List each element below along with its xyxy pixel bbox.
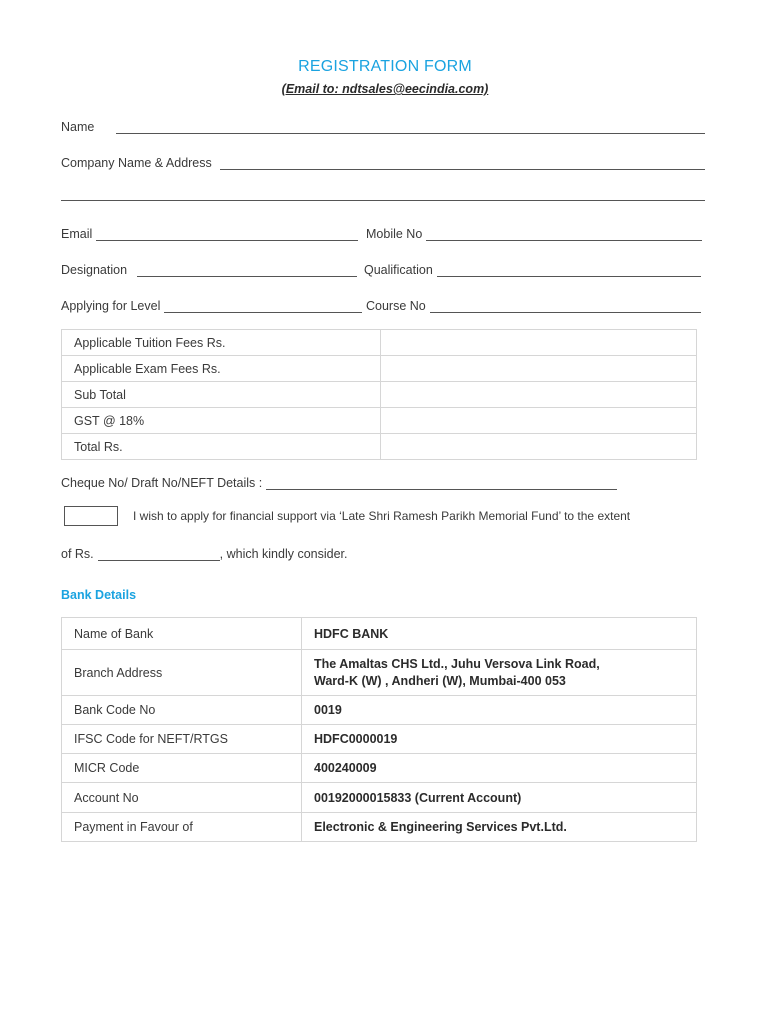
table-row [62,725,697,754]
branch-address-line-2: Ward-K (W) , Andheri (W), Mumbai-400 053 [314,674,566,688]
course-row [366,295,701,313]
financial-support-checkbox[interactable] [64,506,118,526]
table-row [62,783,697,813]
name-field[interactable] [116,121,705,134]
table-row [62,618,697,650]
company-row [61,152,705,170]
level-field[interactable] [164,300,362,313]
table-row [62,330,697,356]
fee-label: Applicable Tuition Fees Rs. [62,330,381,356]
table-row [62,408,697,434]
fee-value-cell[interactable] [381,408,697,434]
amount-row [61,543,351,561]
level-label: Applying for Level [61,299,161,313]
bank-value: 00192000015833 (Current Account) [302,783,697,813]
amount-prefix: of Rs. [61,547,94,561]
bank-label: IFSC Code for NEFT/RTGS [62,725,302,754]
mobile-row [366,223,702,241]
form-title: REGISTRATION FORM [298,58,472,75]
fee-value-cell[interactable] [381,356,697,382]
company-label: Company Name & Address [61,156,212,170]
bank-label: Bank Code No [62,696,302,725]
bank-details-title: Bank Details [61,588,137,602]
table-row [62,650,697,696]
fee-value-cell[interactable] [381,330,697,356]
course-label: Course No [366,299,426,313]
email-row [61,223,358,241]
bank-value: 0019 [302,696,697,725]
bank-value: 400240009 [302,754,697,783]
amount-field[interactable] [98,548,220,561]
amount-suffix: , which kindly consider. [219,547,348,561]
form-subtitle: (Email to: ndtsales@eecindia.com) [281,82,489,96]
cheque-field[interactable] [266,477,617,490]
table-row [62,696,697,725]
email-label: Email [61,227,93,241]
designation-label: Designation [61,263,128,277]
table-row [62,813,697,842]
name-row [61,116,705,134]
bank-label: Account No [62,783,302,813]
company-field-line-2[interactable] [61,200,705,201]
fees-table [61,329,697,460]
email-field[interactable] [96,228,358,241]
fee-label: GST @ 18% [62,408,381,434]
name-label: Name [61,120,95,134]
cheque-row [61,472,617,490]
fee-label: Total Rs. [62,434,381,460]
qualification-row [364,259,701,277]
cheque-label: Cheque No/ Draft No/NEFT Details : [61,476,263,490]
fee-value-cell[interactable] [381,434,697,460]
bank-label: Payment in Favour of [62,813,302,842]
table-row [62,434,697,460]
mobile-label: Mobile No [366,227,423,241]
company-field[interactable] [220,157,705,170]
qualification-field[interactable] [437,264,701,277]
fee-value-cell[interactable] [381,382,697,408]
table-row [62,382,697,408]
bank-label: Branch Address [62,650,302,696]
bank-value [302,650,697,696]
branch-address-line-1: The Amaltas CHS Ltd., Juhu Versova Link Road, [314,657,600,671]
level-row [61,295,362,313]
bank-details-table [61,617,697,842]
fee-label: Applicable Exam Fees Rs. [62,356,381,382]
designation-row [61,259,357,277]
designation-field[interactable] [137,264,357,277]
bank-value: HDFC BANK [302,618,697,650]
course-field[interactable] [430,300,701,313]
bank-value: HDFC0000019 [302,725,697,754]
mobile-field[interactable] [426,228,702,241]
bank-label: Name of Bank [62,618,302,650]
fee-label: Sub Total [62,382,381,408]
bank-value: Electronic & Engineering Services Pvt.Ltd. [302,813,697,842]
bank-label: MICR Code [62,754,302,783]
qualification-label: Qualification [364,263,433,277]
table-row [62,356,697,382]
financial-support-text: I wish to apply for financial support via ‘Late Shri Ramesh Parikh Memorial Fund’ to the extent [133,509,631,523]
table-row [62,754,697,783]
